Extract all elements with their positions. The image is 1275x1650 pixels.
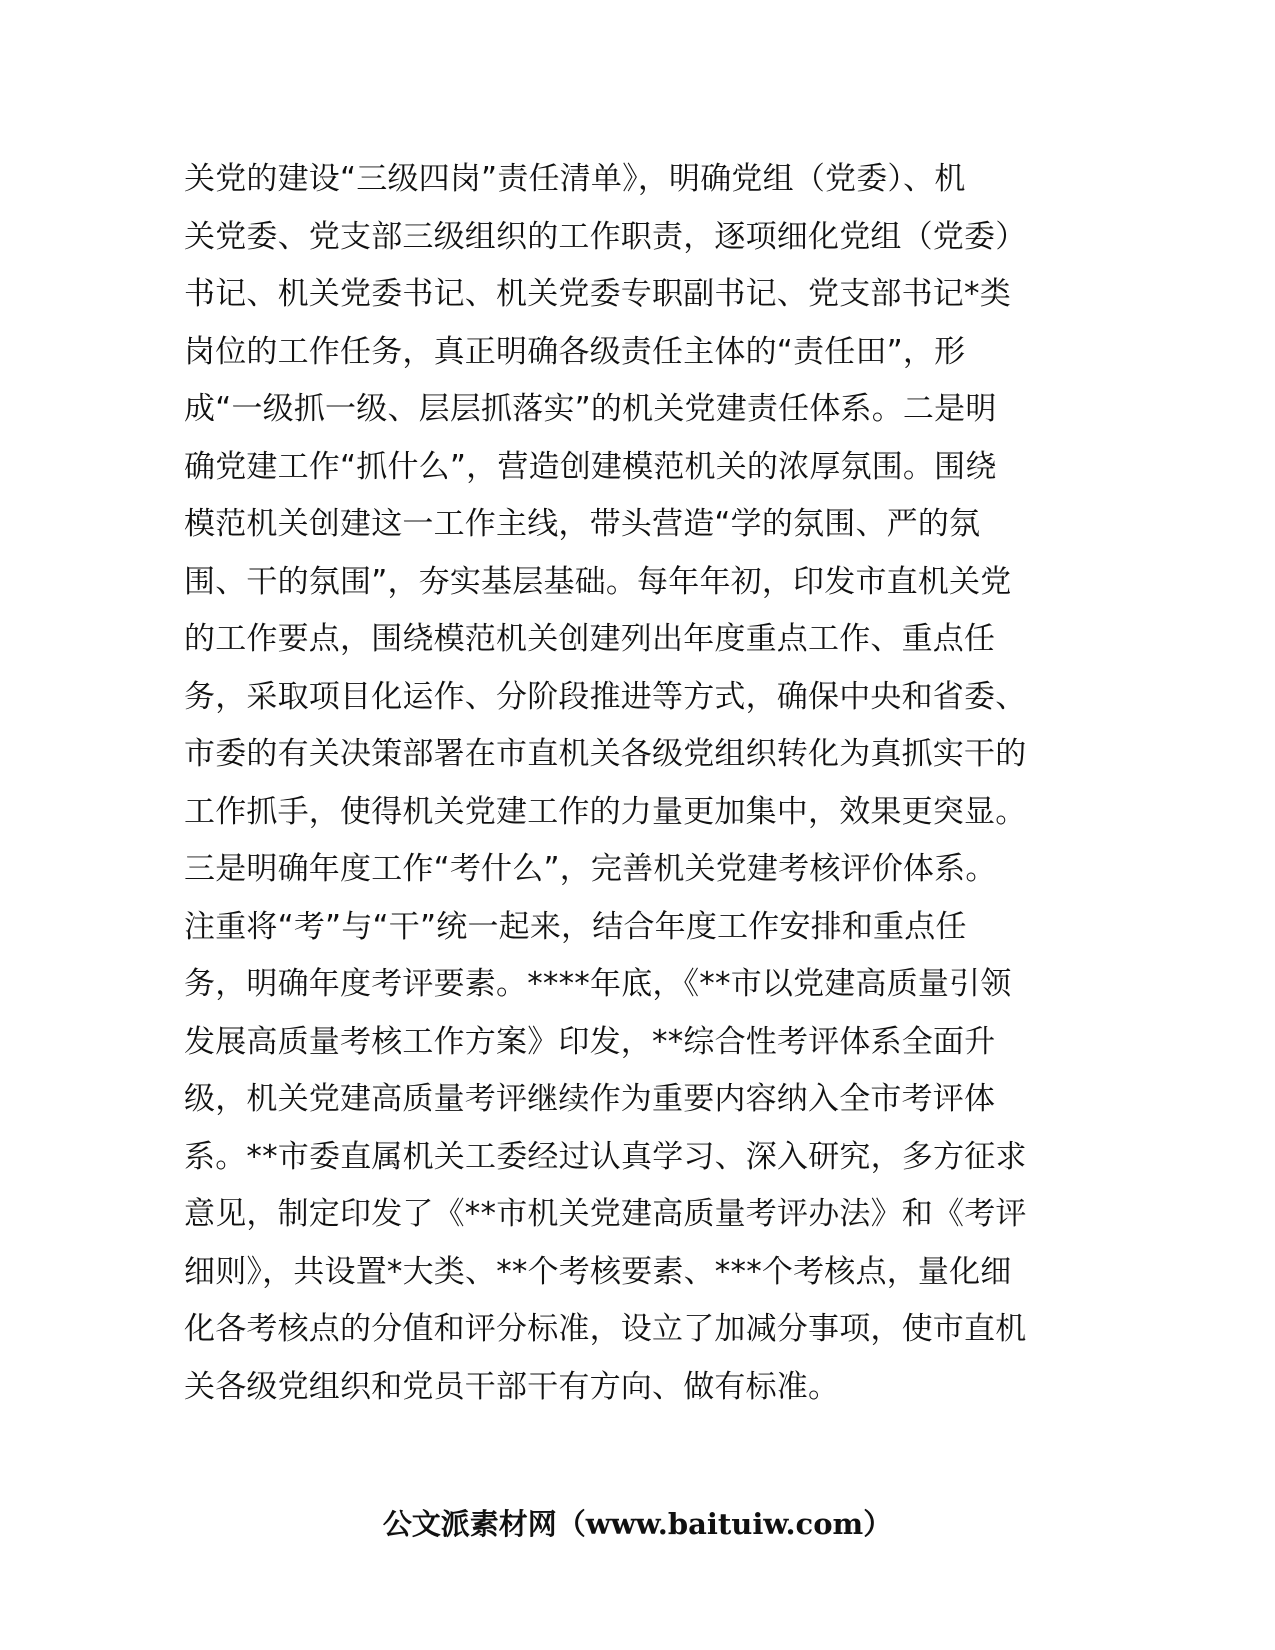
text-line: 工作抓手，使得机关党建工作的力量更加集中，效果更突显。 [184, 793, 1027, 830]
text-line: 务，采取项目化运作、分阶段推进等方式，确保中央和省委、 [184, 678, 1027, 715]
text-line: 关党的建设“三级四岗”责任清单》，明确党组（党委）、机 [184, 161, 966, 197]
text-line: 关各级党组织和党员干部干有方向、做有标准。 [184, 1368, 840, 1405]
text-line: 化各考核点的分值和评分标准，设立了加减分事项，使市直机 [184, 1311, 1027, 1347]
text-line: 级，机关党建高质量考评继续作为重要内容纳入全市考评体 [184, 1081, 996, 1117]
text-line: 意见，制定印发了《**市机关党建高质量考评办法》和《考评 [184, 1196, 1027, 1232]
text-line: 发展高质量考核工作方案》印发，**综合性考评体系全面升 [184, 1023, 996, 1060]
text-line: 系。**市委直属机关工委经过认真学习、深入研究，多方征求 [184, 1138, 1027, 1175]
text-line: 市委的有关决策部署在市直机关各级党组织转化为真抓实干的 [184, 736, 1027, 772]
text-line: 的工作要点，围绕模范机关创建列出年度重点工作、重点任 [184, 621, 996, 657]
text-line: 模范机关创建这一工作主线，带头营造“学的氛围、严的氛 [184, 506, 981, 542]
body-paragraph [184, 151, 1084, 1416]
text-line: 务，明确年度考评要素。****年底，《**市以党建高质量引领 [184, 966, 1012, 1002]
text-line: 确党建工作“抓什么”，营造创建模范机关的浓厚氛围。围绕 [184, 448, 997, 485]
text-line: 围、干的氛围”，夯实基层基础。每年年初，印发市直机关党 [184, 563, 1012, 600]
text-line: 注重将“考”与“干”统一起来，结合年度工作安排和重点任 [184, 908, 967, 945]
text-line: 关党委、党支部三级组织的工作职责，逐项细化党组（党委） [184, 218, 1027, 255]
text-line: 书记、机关党委书记、机关党委专职副书记、党支部书记*类 [184, 276, 1011, 312]
text-line: 岗位的工作任务，真正明确各级责任主体的“责任田”，形 [184, 333, 966, 370]
text-line: 三是明确年度工作“考什么”，完善机关党建考核评价体系。 [184, 851, 997, 887]
text-line: 成“一级抓一级、层层抓落实”的机关党建责任体系。二是明 [184, 391, 997, 427]
footer-source: 公文派素材网（www.baituiw.com） [382, 1507, 893, 1541]
text-line: 细则》，共设置*大类、**个考核要素、***个考核点，量化细 [184, 1253, 1012, 1290]
